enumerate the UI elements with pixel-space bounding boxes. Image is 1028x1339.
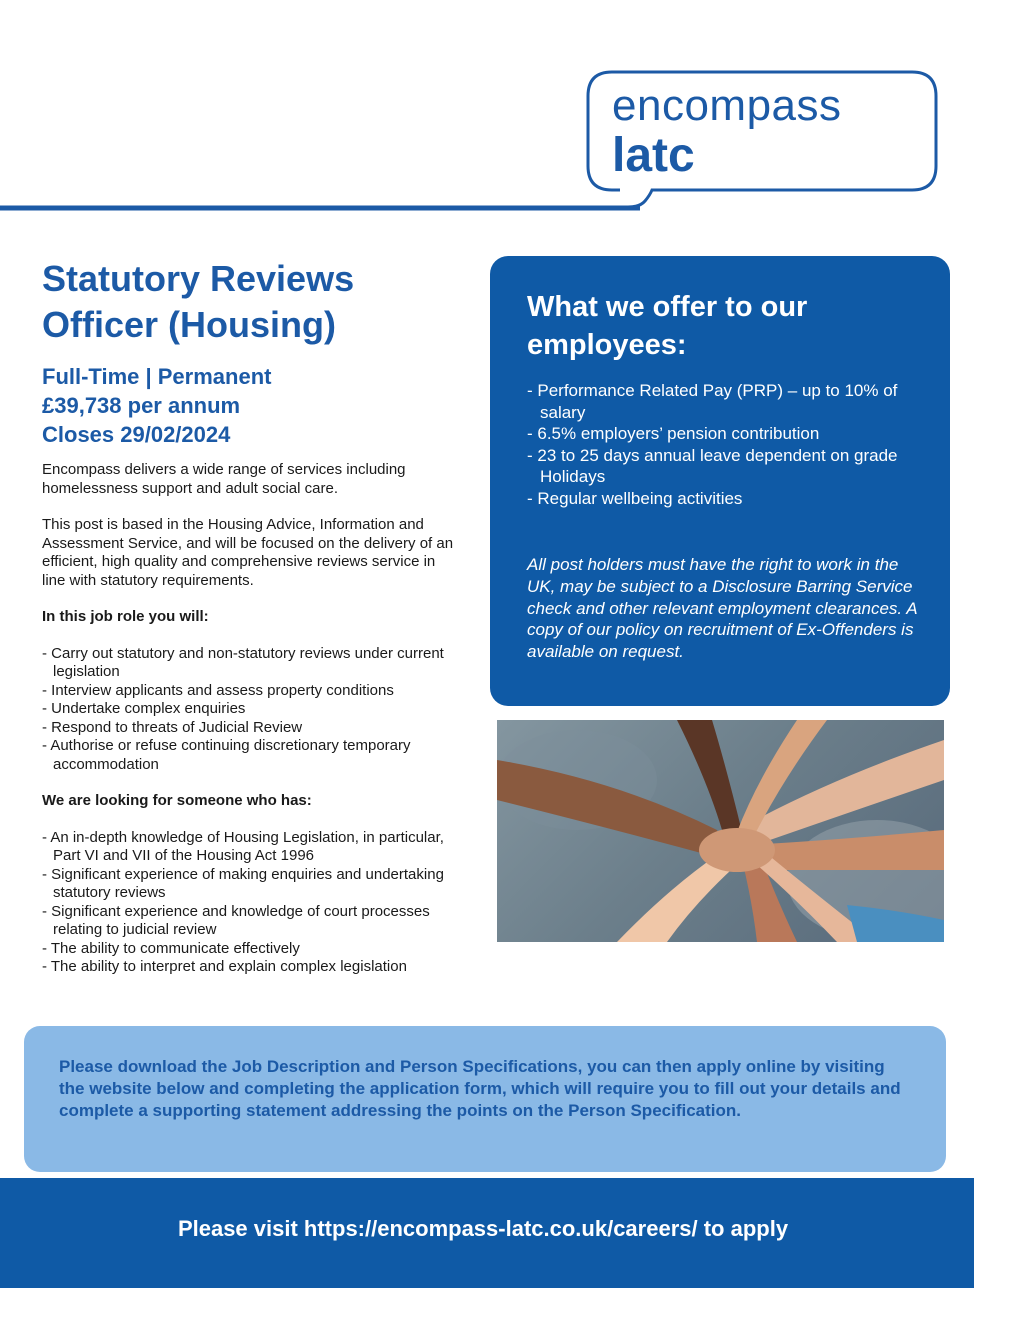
intro-paragraph: This post is based in the Housing Advice, Information and Assessment Service, and will be focused on the delivery of an efficient, high quality and comprehensive reviews service in line with statutory requirements. <box>42 516 454 589</box>
brand-logo <box>0 60 1028 220</box>
application-instructions <box>24 1026 946 1172</box>
list-item: - Significant experience and knowledge of court processes relating to judicial review <box>42 902 430 938</box>
list-item: - Carry out statutory and non-statutory reviews under current legislation <box>42 644 444 680</box>
list-item: - The ability to interpret and explain complex legislation <box>42 958 407 975</box>
looking-list <box>42 829 462 977</box>
job-closing-date: Closes 29/02/2024 <box>42 422 231 447</box>
list-item: - 23 to 25 days annual leave dependent on grade Holidays <box>527 445 898 487</box>
role-heading: In this job role you will: <box>42 608 209 625</box>
role-list <box>42 645 462 775</box>
application-instructions-text: Please download the Job Description and Person Specifications, you can then apply online by visiting the website below and completing the application form, which will require you to fill out your details and complete a supporting statement addressing the points on the Person Specification. <box>59 1057 901 1120</box>
job-title-line2: Officer (Housing) <box>42 304 336 345</box>
list-item: - Respond to threats of Judicial Review <box>42 718 303 736</box>
benefits-heading: What we offer to our employees: <box>527 291 808 361</box>
job-summary <box>42 362 462 449</box>
looking-heading: We are looking for someone who has: <box>42 792 312 809</box>
footer-banner <box>0 1178 974 1288</box>
team-hands-photo <box>497 720 944 942</box>
list-item: - Significant experience of making enquiries and undertaking statutory reviews <box>42 865 444 901</box>
benefits-list <box>527 380 927 510</box>
benefits-panel <box>490 256 950 706</box>
job-salary: £39,738 per annum <box>42 393 241 418</box>
list-item: - An in-depth knowledge of Housing Legislation, in particular, Part VI and VII of the Housing Act 1996 <box>42 828 444 864</box>
job-description <box>42 461 462 977</box>
logo-speech-bubble-icon <box>0 60 1028 220</box>
list-item: - Undertake complex enquiries <box>42 700 246 717</box>
logo-text-encompass: encompass <box>612 81 842 130</box>
job-title <box>42 256 462 348</box>
job-type: Full-Time | Permanent <box>42 364 272 389</box>
list-item: - Interview applicants and assess property conditions <box>42 681 394 699</box>
careers-link[interactable]: Please visit https://encompass-latc.co.uk/careers/ to apply <box>177 1216 789 1241</box>
hands-illustration-icon <box>497 720 944 942</box>
list-item: - 6.5% employers’ pension contribution <box>527 424 820 444</box>
list-item: - Regular wellbeing activities <box>527 488 743 508</box>
eligibility-note: All post holders must have the right to work in the UK, may be subject to a Disclosure Barring Service check and other relevant employment clearances. A copy of our policy on recruitment of Ex-Offenders is available on request. <box>527 555 917 662</box>
job-title-line1: Statutory Reviews <box>42 258 355 299</box>
list-item: - The ability to communicate effectively <box>42 939 300 957</box>
logo-text-latc: latc <box>612 129 695 182</box>
list-item: - Performance Related Pay (PRP) – up to 10% of salary <box>527 381 898 422</box>
job-details <box>42 256 462 977</box>
intro-paragraph: Encompass delivers a wide range of services including homelessness support and adult social care. <box>42 461 406 497</box>
list-item: - Authorise or refuse continuing discretionary temporary accommodation <box>42 737 411 773</box>
